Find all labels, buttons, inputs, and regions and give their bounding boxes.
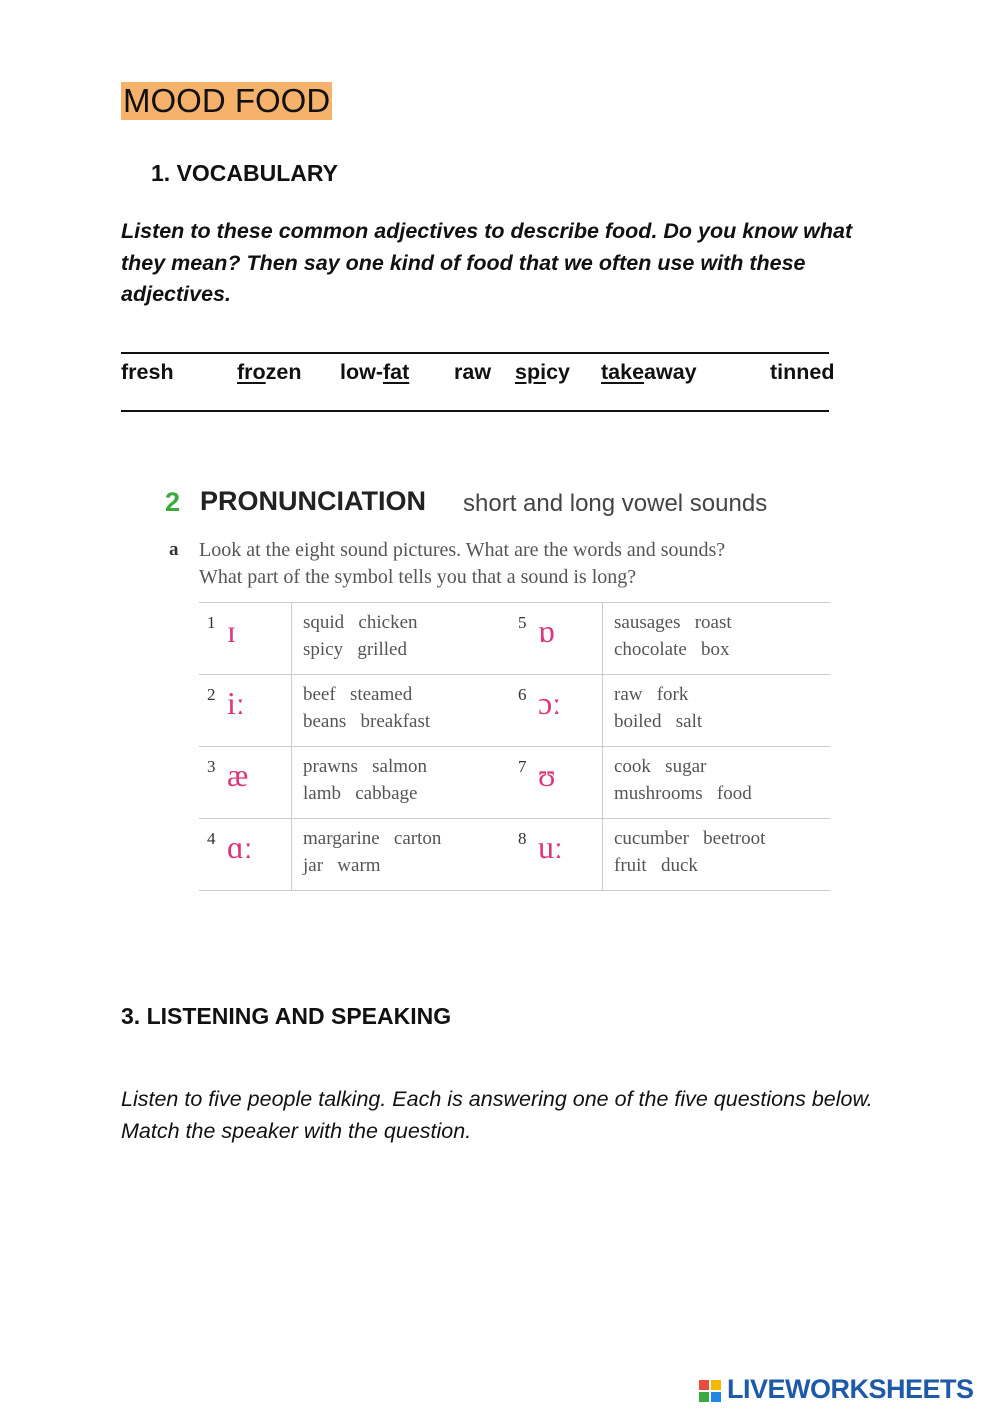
pronunciation-heading: PRONUNCIATION	[200, 486, 426, 516]
page-title: MOOD FOOD	[123, 82, 331, 119]
word-takeaway-rest: away	[644, 360, 697, 384]
word-frozen-rest: zen	[265, 360, 302, 384]
sounds-table-left	[199, 602, 519, 891]
sound-words-line1: raw fork	[614, 684, 689, 705]
sound-number: 4	[207, 829, 216, 848]
sound-words-line2: boiled salt	[614, 711, 703, 732]
word-low-fat	[340, 360, 409, 385]
word-spicy	[515, 360, 570, 385]
exercise-letter: a	[169, 539, 179, 560]
sound-words-line1: cook sugar	[614, 756, 707, 777]
sound-words-line2: fruit duck	[614, 855, 698, 876]
sound-words-line1: beef steamed	[303, 684, 413, 705]
sound-words-line2: chocolate box	[614, 639, 730, 660]
sound-words-line1: margarine carton	[303, 828, 442, 849]
word-takeaway	[601, 360, 697, 385]
sound-number: 6	[518, 685, 527, 704]
sounds-table-right	[510, 602, 830, 891]
sound-row-7	[510, 747, 830, 819]
bottom-rule	[121, 410, 829, 412]
sound-row-4	[199, 819, 519, 891]
word-frozen	[237, 360, 302, 385]
sound-number: 7	[518, 757, 527, 776]
word-low-fat-start: low-	[340, 360, 383, 384]
sound-row-8	[510, 819, 830, 891]
sound-symbol-icon: ʊ	[538, 757, 556, 793]
question-line-2: What part of the symbol tells you that a sound is long?	[199, 566, 637, 588]
sound-symbol-icon: iː	[227, 685, 245, 721]
pronunciation-number: 2	[165, 487, 181, 517]
word-fresh: fresh	[121, 360, 174, 384]
word-low-fat-stress: fat	[383, 360, 410, 384]
word-spicy-stress: spi	[515, 360, 547, 384]
sound-symbol-icon: æ	[227, 757, 249, 793]
sound-words-line2: jar warm	[303, 855, 381, 876]
sound-words-line2: mushrooms food	[614, 783, 752, 804]
sound-words-line1: prawns salmon	[303, 756, 428, 777]
sound-words-line2: spicy grilled	[303, 639, 407, 660]
logo-text: LIVEWORKSHEETS	[727, 1374, 974, 1404]
sound-number: 8	[518, 829, 527, 848]
top-rule	[121, 352, 829, 354]
word-spicy-rest: cy	[546, 360, 570, 384]
logo-square-icon	[699, 1380, 709, 1390]
sound-words-line2: beans breakfast	[303, 711, 431, 732]
sound-symbol-icon: ɪ	[227, 613, 236, 649]
listening-instructions: Listen to five people talking. Each is answering one of the five questions below. Match the speaker with the question.	[121, 1087, 873, 1143]
question-line-1: Look at the eight sound pictures. What are the words and sounds?	[199, 539, 726, 561]
listening-heading: 3. LISTENING AND SPEAKING	[121, 1003, 452, 1029]
vocabulary-heading: 1. VOCABULARY	[151, 160, 338, 186]
sound-words-line2: lamb cabbage	[303, 783, 418, 804]
word-takeaway-stress: take	[601, 360, 645, 384]
sound-row-2	[199, 675, 519, 747]
sound-number: 1	[207, 613, 216, 632]
sound-symbol-icon: ɔː	[538, 685, 562, 721]
sound-number: 5	[518, 613, 527, 632]
sound-words-line1: squid chicken	[303, 612, 418, 633]
logo-square-icon	[699, 1392, 709, 1402]
sound-row-6	[510, 675, 830, 747]
sound-words-line1: sausages roast	[614, 612, 732, 633]
pronunciation-question	[199, 537, 725, 591]
pronunciation-image	[165, 484, 835, 904]
logo-square-icon	[711, 1392, 721, 1402]
sound-row-1	[199, 603, 519, 675]
sound-symbol-icon: ɑː	[227, 829, 253, 865]
sound-symbol-icon: uː	[538, 829, 563, 865]
logo-square-icon	[711, 1380, 721, 1390]
sound-number: 3	[207, 757, 216, 776]
sound-row-3	[199, 747, 519, 819]
adjective-list	[0, 360, 1000, 390]
pronunciation-subtitle: short and long vowel sounds	[463, 490, 768, 517]
vocabulary-instructions: Listen to these common adjectives to describe food. Do you know what they mean? Then say one kind of food that we often use with these adjectives.	[121, 219, 853, 306]
word-raw: raw	[454, 360, 492, 384]
word-frozen-stress: fro	[237, 360, 266, 384]
sound-symbol-icon: ɒ	[538, 613, 555, 649]
sound-row-5	[510, 603, 830, 675]
sound-number: 2	[207, 685, 216, 704]
sound-words-line1: cucumber beetroot	[614, 828, 766, 849]
word-tinned: tinned	[770, 360, 835, 384]
